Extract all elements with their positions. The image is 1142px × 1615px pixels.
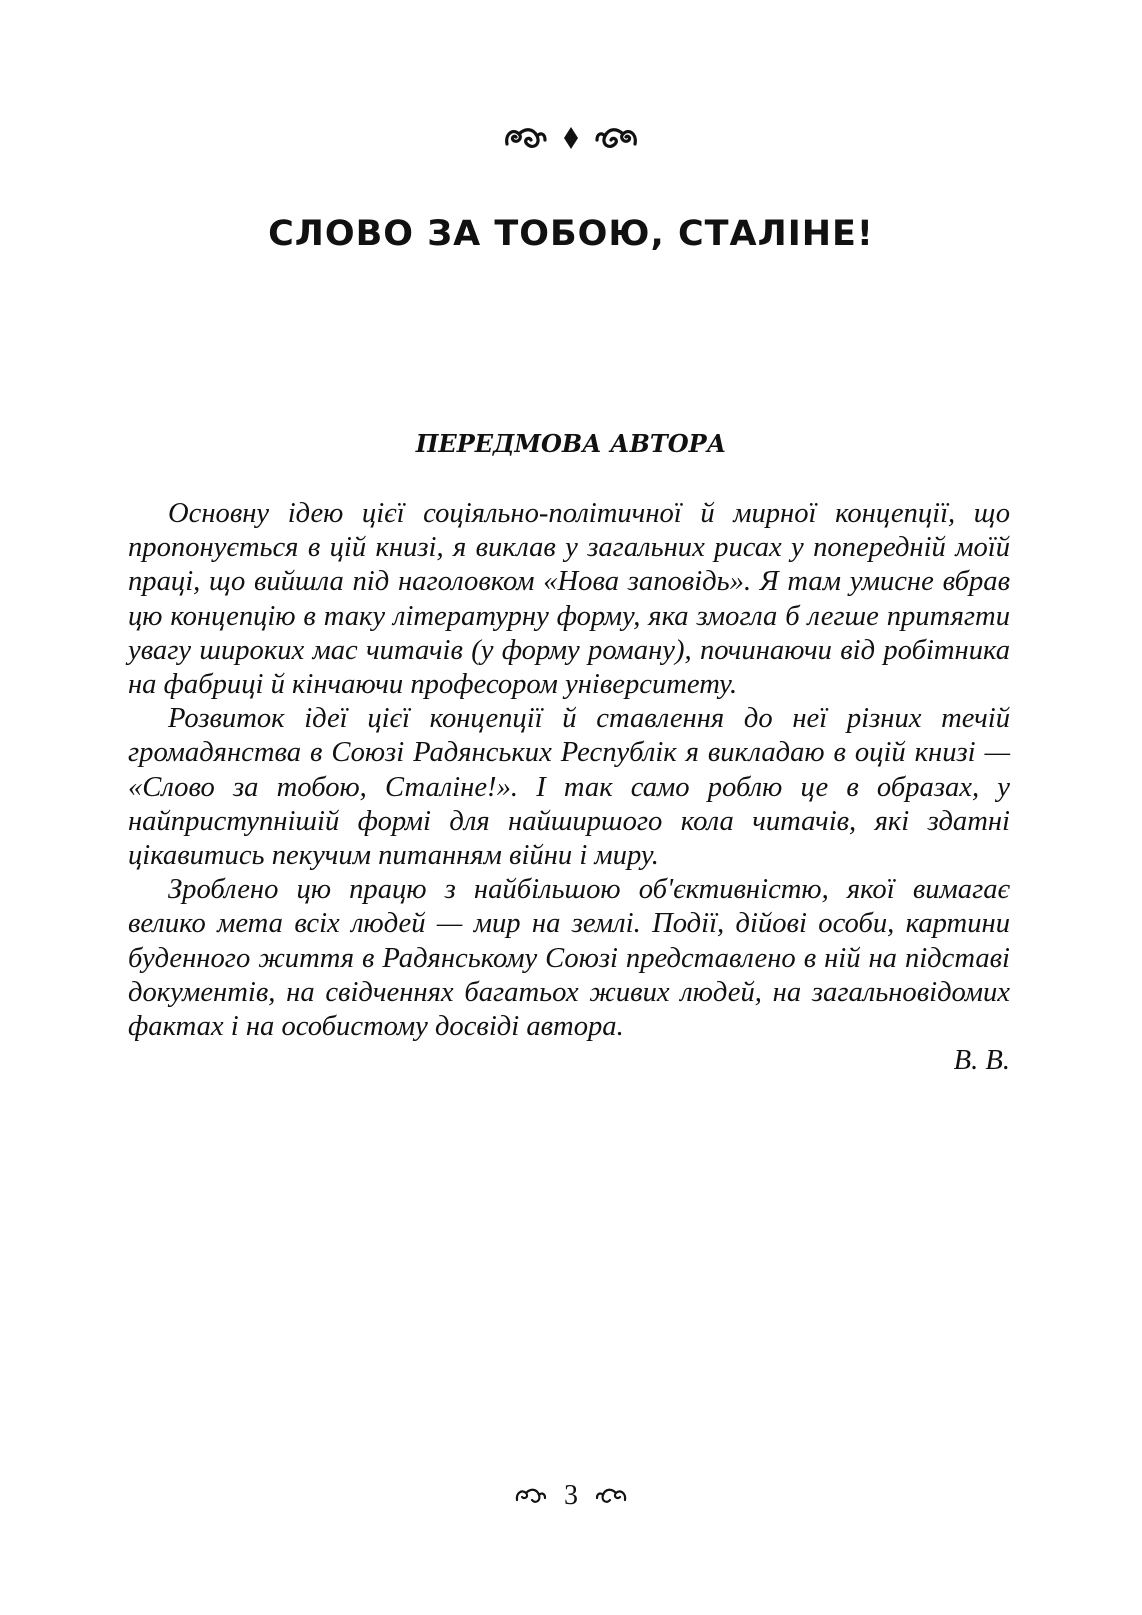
preface-paragraph-1: Основну ідею цієї соціяльно-політичної й мирної концепції, що пропонується в цій книзі, я виклав у загальних рисах у попередній моїй праці, що вийшла під наголовком «Нова заповідь». Я там умисне вбрав цю концепцію в таку літературну форму, яка змогла б легше притягти увагу широких мас читачів (у форму роману), починаючи від робітника на фабриці й кінчаючи професором університету. xyxy=(128,498,1010,701)
scroll-ornament-left-icon xyxy=(503,124,549,152)
book-title: СЛОВО ЗА ТОБОЮ, СТАЛІНЕ! xyxy=(268,214,874,254)
author-signature: В. В. xyxy=(953,1045,1010,1077)
diamond-icon xyxy=(563,126,579,150)
preface-paragraph-3: Зроблено цю працю з найбільшою об'єктивністю, якої вимагає велико мета всіх людей — мир на землі. Події, дійові особи, картини буденного життя в Радянському Союзі представлено в ній на підставі документів, на свідченнях багатьох живих людей, на загальновідомих фактах і на особистому досвіді автора. xyxy=(128,874,1010,1043)
preface-paragraph-2: Розвиток ідеї цієї концепції й ставлення до неї різних течій громадянства в Союзі Радянських Республік я викладаю в оцій книзі — «Слово за тобою, Сталіне!». І так само роблю це в образах, у найприступнішій формі для найширшого кола читачів, які здатні цікавитись пекучим питанням війни і миру. xyxy=(128,703,1010,872)
footer-ornament-right-icon xyxy=(594,1486,628,1506)
top-ornament xyxy=(0,124,1142,152)
preface-body xyxy=(128,497,1010,1078)
footer-ornament-left-icon xyxy=(514,1486,548,1506)
page-footer xyxy=(0,1480,1142,1512)
scroll-ornament-right-icon xyxy=(593,124,639,152)
preface-heading: ПЕРЕДМОВА АВТОРА xyxy=(415,429,727,458)
page-number: 3 xyxy=(564,1480,578,1511)
